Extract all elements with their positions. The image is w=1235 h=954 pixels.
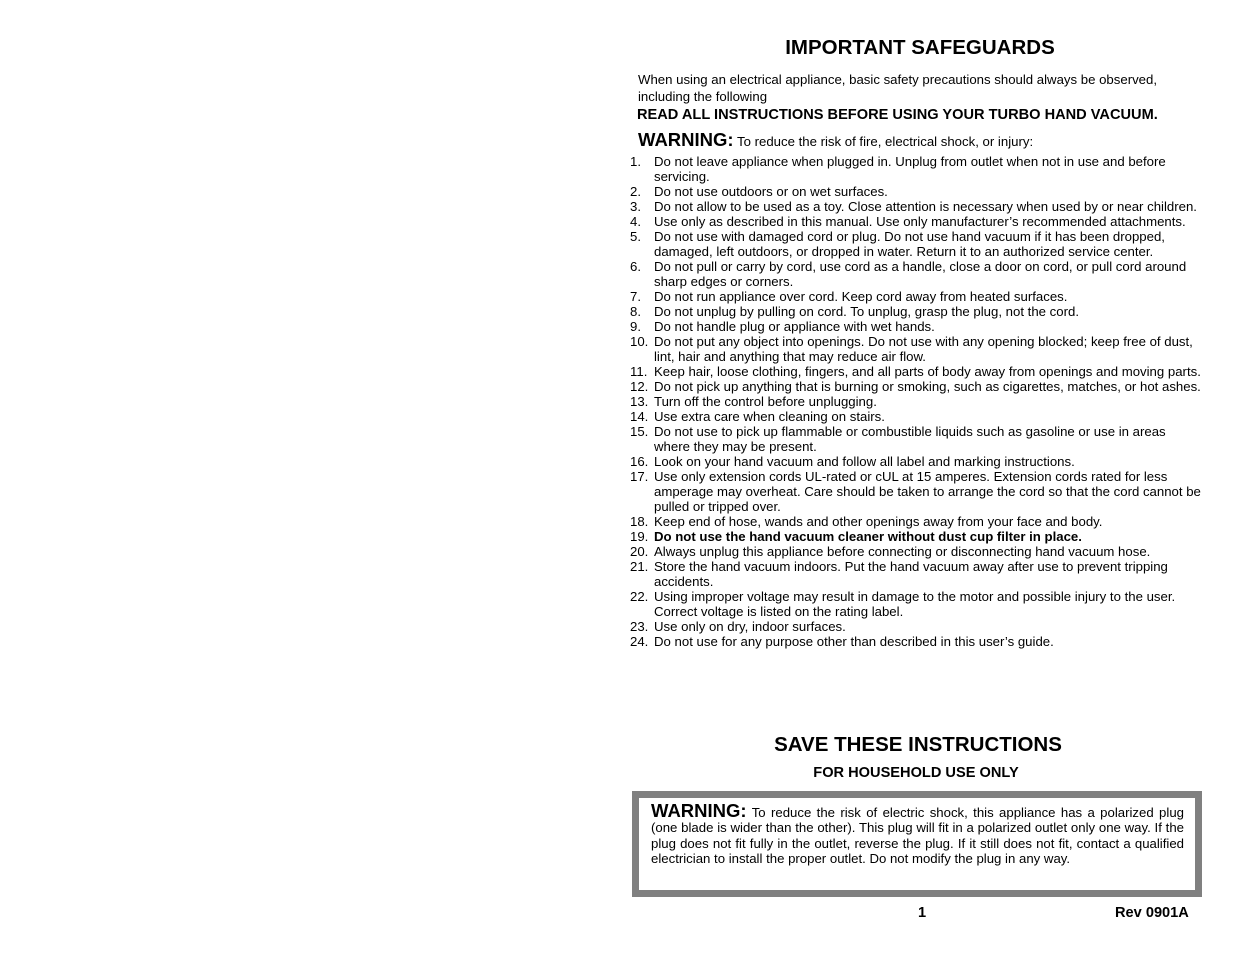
item-number: 8. bbox=[630, 304, 641, 319]
list-item bbox=[630, 634, 1202, 649]
page-number: 1 bbox=[918, 905, 927, 921]
item-text: Do not pick up anything that is burning or smoking, such as cigarettes, matches, or hot ashes. bbox=[654, 379, 1201, 394]
list-item bbox=[630, 409, 1202, 424]
list-item bbox=[630, 229, 1202, 259]
item-text: Do not use outdoors or on wet surfaces. bbox=[654, 184, 888, 199]
item-number: 18. bbox=[630, 514, 649, 529]
item-text: Do not use with damaged cord or plug. Do not use hand vacuum if it has been dropped, damaged, left outdoors, or dropped in water. Return it to an authorized service center. bbox=[654, 229, 1165, 259]
item-number: 19. bbox=[630, 529, 649, 544]
item-number: 7. bbox=[630, 289, 641, 304]
list-item bbox=[630, 469, 1202, 514]
list-item bbox=[630, 529, 1202, 544]
list-item bbox=[630, 559, 1202, 589]
item-number: 3. bbox=[630, 199, 641, 214]
manual-page bbox=[626, 0, 1206, 954]
list-item bbox=[630, 424, 1202, 454]
item-number: 14. bbox=[630, 409, 649, 424]
list-item bbox=[630, 454, 1202, 469]
item-text: Keep hair, loose clothing, fingers, and all parts of body away from openings and moving parts. bbox=[654, 364, 1201, 379]
item-number: 4. bbox=[630, 214, 641, 229]
list-item bbox=[630, 154, 1202, 184]
list-item bbox=[630, 514, 1202, 529]
item-text: Do not run appliance over cord. Keep cord away from heated surfaces. bbox=[654, 289, 1068, 304]
list-item bbox=[630, 364, 1202, 379]
warning-label: WARNING: bbox=[638, 129, 734, 150]
item-number: 13. bbox=[630, 394, 649, 409]
item-text-bold: Do not use the hand vacuum cleaner without dust cup filter in place. bbox=[654, 529, 1082, 544]
item-text: Look on your hand vacuum and follow all label and marking instructions. bbox=[654, 454, 1075, 469]
item-text: Use only on dry, indoor surfaces. bbox=[654, 619, 846, 634]
item-text: Always unplug this appliance before connecting or disconnecting hand vacuum hose. bbox=[654, 544, 1151, 559]
item-number: 24. bbox=[630, 634, 649, 649]
intro-text: When using an electrical appliance, basic safety precautions should always be observed, including the following bbox=[638, 72, 1158, 104]
list-item bbox=[630, 304, 1202, 319]
item-number: 15. bbox=[630, 424, 649, 439]
item-text: Do not leave appliance when plugged in. Unplug from outlet when not in use and before servicing. bbox=[654, 154, 1166, 184]
item-number: 12. bbox=[630, 379, 649, 394]
item-number: 16. bbox=[630, 454, 649, 469]
item-text: Do not use for any purpose other than described in this user’s guide. bbox=[654, 634, 1054, 649]
item-number: 21. bbox=[630, 559, 649, 574]
item-text: Do not pull or carry by cord, use cord as a handle, close a door on cord, or pull cord around sharp edges or corners. bbox=[654, 259, 1187, 289]
page-title: IMPORTANT SAFEGUARDS bbox=[785, 36, 1055, 59]
item-number: 1. bbox=[630, 154, 641, 169]
box-warning-label: WARNING: bbox=[651, 800, 747, 821]
list-item bbox=[630, 319, 1202, 334]
list-item bbox=[630, 334, 1202, 364]
item-number: 20. bbox=[630, 544, 649, 559]
list-item bbox=[630, 184, 1202, 199]
item-number: 9. bbox=[630, 319, 641, 334]
item-text: Do not allow to be used as a toy. Close attention is necessary when used by or near children. bbox=[654, 199, 1197, 214]
item-text: Use only as described in this manual. Use only manufacturer’s recommended attachments. bbox=[654, 214, 1186, 229]
item-number: 23. bbox=[630, 619, 649, 634]
polarized-plug-warning-box bbox=[632, 791, 1202, 897]
item-number: 22. bbox=[630, 589, 649, 604]
household-use-notice: FOR HOUSEHOLD USE ONLY bbox=[813, 765, 1019, 781]
item-number: 10. bbox=[630, 334, 649, 349]
list-item bbox=[630, 379, 1202, 394]
box-warning-text: To reduce the risk of electric shock, this appliance has a polarized plug (one blade is wider than the other). This plug will fit in a polarized outlet only one way. If the plug does not fit fully in the outlet, reverse the plug. If it still does not fit, contact a qualified electrician to install the proper outlet. Do not modify the plug in any way. bbox=[651, 805, 1184, 866]
save-instructions-heading: SAVE THESE INSTRUCTIONS bbox=[774, 733, 1062, 756]
item-text: Do not put any object into openings. Do not use with any opening blocked; keep free of dust, lint, hair and anything that may reduce air flow. bbox=[654, 334, 1193, 364]
item-text: Do not use to pick up flammable or combustible liquids such as gasoline or use in areas where they may be present. bbox=[654, 424, 1166, 454]
item-text: Do not handle plug or appliance with wet hands. bbox=[654, 319, 935, 334]
list-item bbox=[630, 394, 1202, 409]
safeguard-list bbox=[630, 154, 1202, 649]
item-number: 6. bbox=[630, 259, 641, 274]
polarized-plug-warning bbox=[639, 798, 1195, 866]
item-number: 2. bbox=[630, 184, 641, 199]
item-number: 5. bbox=[630, 229, 641, 244]
list-item bbox=[630, 589, 1202, 619]
list-item bbox=[630, 259, 1202, 289]
read-instructions-notice: READ ALL INSTRUCTIONS BEFORE USING YOUR TURBO HAND VACUUM. bbox=[637, 107, 1158, 123]
list-item bbox=[630, 214, 1202, 229]
item-number: 17. bbox=[630, 469, 649, 484]
item-text: Turn off the control before unplugging. bbox=[654, 394, 877, 409]
warning-line bbox=[638, 129, 1033, 153]
list-item bbox=[630, 544, 1202, 559]
list-item bbox=[630, 619, 1202, 634]
item-text: Keep end of hose, wands and other openings away from your face and body. bbox=[654, 514, 1103, 529]
warning-text: To reduce the risk of fire, electrical shock, or injury: bbox=[733, 134, 1034, 149]
item-text: Store the hand vacuum indoors. Put the hand vacuum away after use to prevent tripping accidents. bbox=[654, 559, 1168, 589]
list-item bbox=[630, 199, 1202, 214]
item-number: 11. bbox=[630, 364, 648, 379]
list-item bbox=[630, 289, 1202, 304]
item-text: Use only extension cords UL-rated or cUL at 15 amperes. Extension cords rated for less amperage may overheat. Care should be taken to arrange the cord so that the cord cannot be pulled or tripped over. bbox=[654, 469, 1201, 514]
item-text: Using improper voltage may result in damage to the motor and possible injury to the user. Correct voltage is listed on the rating label. bbox=[654, 589, 1176, 619]
item-text: Do not unplug by pulling on cord. To unplug, grasp the plug, not the cord. bbox=[654, 304, 1079, 319]
revision-label: Rev 0901A bbox=[1115, 905, 1189, 921]
item-text: Use extra care when cleaning on stairs. bbox=[654, 409, 885, 424]
